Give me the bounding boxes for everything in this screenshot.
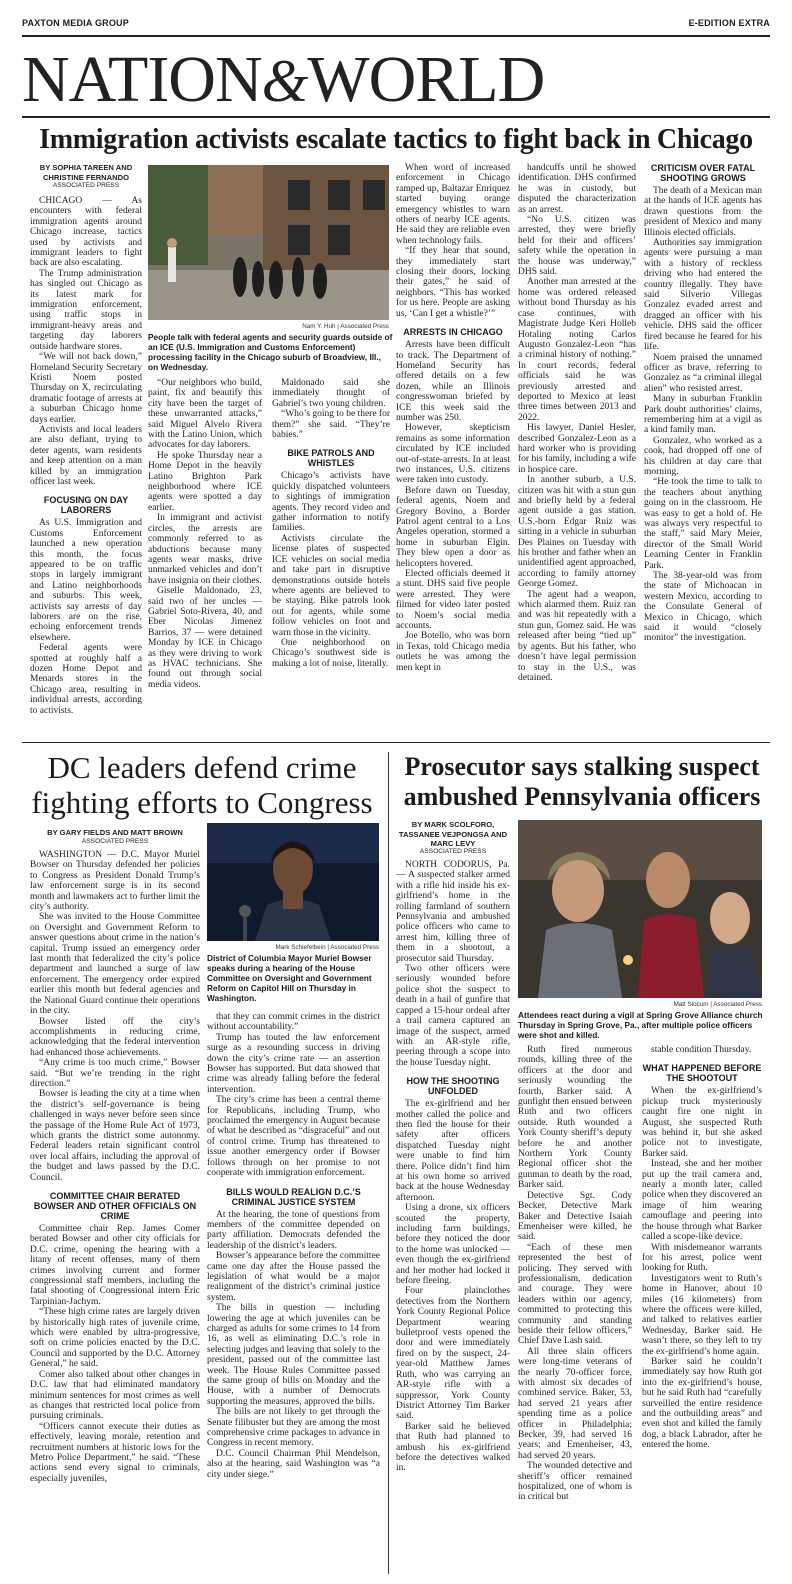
story3-byline: BY MARK SCOLFORO, TASSANEE VEJPONGSA AND MARC LEVY	[398, 820, 508, 848]
story2-agency: ASSOCIATED PRESS	[81, 838, 149, 845]
publisher-name: PAXTON MEDIA GROUP	[22, 18, 129, 28]
story1-headline: Immigration activists escalate tactics to fight back in Chicago	[39, 124, 753, 155]
story3-subhead-shooting: HOW THE SHOOTING UNFOLDED	[406, 1076, 500, 1097]
top-bar	[22, 18, 770, 32]
story1-caption: People talk with federal agents and security guards outside of an ICE (U.S. Immigration and Customs Enforcement) processing facility in the Chicago suburb of Broadview, Ill., on Wednesday.	[148, 332, 393, 372]
masthead-amp: &	[261, 48, 308, 114]
story2-col1: WASHINGTON — D.C. Mayor Muriel Bowser on Thursday defended her policies to Congress as President Donald Trump’s law enforcement surge is in its second month and lawmakers act to further limit the city’s authority. She was invited to the House Committee on Oversight and Government Reform to answer questions about crime in the nation’s capital. Trump issued an emergency order last month that federalized the city’s police department and launched a surge of law enforcement. The emergency order expired earlier this month but federal agencies and the National Guard continue their operations in the city. Bowser listed off the city’s accomplishments in reducing crime, acknowledging that the federal intervention had enhanced those achievements. “Any crime is too much crime,” Bowser said. “But we’re trending in the right direction.” Bowser is leading the city at a time when the district’s self-governance is being challenged in ways never before seen since the passage of the Home Rule Act of 1973, which grants the district some autonomy. Federal leaders retain significant control over local affairs, including the approval of the budget and laws passed by the D.C. Council. COMMITTEE CHAIR BERATED BOWSER AND OTHER OFFICIALS ON CRIME Committee chair Rep. James Comer berated Bowser and other city officials for D.C. crime, opening the hearing with a litany of recent offenses, many of them crimes involving current and former congressional staff members, including the fatal shooting of Congressional intern Eric Tarpinian-Jachym. “These high crime rates are largely driven by historically high rates of juvenile crime, which were enabled by ultra-progressive, soft on crime policies enacted by the D.C. Council and supported by the D.C. Attorney General,” he said. Comer also talked about other changes in D.C. law that had eliminated mandatory minimum sentences for most crimes as well as changes that restricted local police from pursuing criminals. “Officers cannot execute their duties as effectively, leaving morale, retention and recruitment numbers at historic lows for the Metro Police Department,” he said. “These actions send every signal to criminals, especially juveniles,	[30, 850, 200, 1484]
story3-headline: Prosecutor says stalking suspect ambushed Pennsylvania officers	[403, 752, 761, 811]
story2-col2: that they can commit crimes in the district without accountability.” Trump has touted the law enforcement surge as a resounding success in driving down the city’s crime rate — an assertion Bowser has supported. But data showed that crime was already falling before the federal intervention. The city’s crime has been a central theme for Republicans, including Trump, who proclaimed the emergency in August because of what he described as “disgraceful” and out of control crime. Trump has threatened to issue another emergency order if Bowser follows through on her promise to not cooperate with immigration enforcement. BILLS WOULD REALIGN D.C.’S CRIMINAL JUSTICE SYSTEM At the hearing, the tone of questions from members of the committee depended on party affiliation. Democrats defended the leadership of the district’s leaders. Bowser’s appearance before the committee came one day after the House passed the legislation of what would be a major realignment of the district’s criminal justice system. The bills in question — including lowering the age at which juveniles can be charged as adults for some crimes to 14 from 16, as well as eliminating D.C.’s role in selecting judges and leaving that solely to the president, passed out of the committee last week. The House Rules Committee passed the same group of bills on Monday and the House, with a number of Democrats supporting the measures, approved the bills. The bills are not likely to get through the Senate filibuster but they are among the most comprehensive crime packages to advance in Congress in recent memory. D.C. Council Chairman Phil Mendelson, also at the hearing, said Washington was “a city under siege.”	[207, 1012, 380, 1480]
edition-label: E-EDITION EXTRA	[688, 18, 770, 28]
top-rule	[22, 35, 770, 37]
story1-photo-credit: Nam Y. Huh | Associated Press	[302, 323, 389, 330]
story3-col3: stable condition Thursday. WHAT HAPPENED BEFORE THE SHOOTOUT When the ex-girlfriend’s pickup truck mysteriously caught fire one night in August, she suspected Ruth was behind it, but she asked police not to investigate, Barker said. Instead, she and her mother put up the trail camera and, nearly a month later, called police when they discovered an image of him wearing camouflage and peering into the house through what Barker called a scope-like device. With misdemeanor warrants for his arrest, police went looking for Ruth. Investigators went to Ruth’s home in Hanover, about 10 miles (16 kilometers) from where the officers were killed, and talked to relatives earlier Wednesday, Barker said. He wasn’t there, so they left to try the ex-girlfriend’s home again. Barker said he couldn’t immediately say how Ruth got into the ex-girlfriend’s house, but he said Ruth had “carefully surveilled the entire residence and the outbuilding areas” and even shot and killed the family dog, a black Labrador, after he entered the home.	[642, 1045, 762, 1451]
story3-subhead-before: WHAT HAPPENED BEFORE THE SHOOTOUT	[642, 1063, 762, 1084]
story3-caption: Attendees react during a vigil at Spring Grove Alliance church Thursday in Spring Grove, Pa., after multiple police officers were shot and killed.	[518, 1010, 763, 1040]
masthead-part1: NATION	[22, 43, 262, 116]
story1-agency: ASSOCIATED PRESS	[52, 182, 120, 189]
story2-photo	[207, 823, 379, 941]
story1-col4: When word of increased enforcement in Chicago ramped up, Baltazar Enriquez started buying orange emergency whistles to warn others of nearby ICE agents. He said they are reliable even when technology fails. “If they hear that sound, they immediately start closing their doors, locking their gates,” he said of neighbors. “This has worked for us here. People are asking us, ‘Can I get a whistle?’” ARRESTS IN CHICAGO Arrests have been difficult to track. The Department of Homeland Security has offered details on a few dozen, while an Illinois congresswoman briefed by ICE this week said the number was 250. However, skepticism remains as some information circulated by ICE included out-of-state-arrests. In at least two instances, U.S. citizens were taken into custody. Before dawn on Tuesday, federal agents, Noem and Gregory Bovino, a Border Patrol agent central to a Los Angeles operation, stormed a home in suburban Elgin. They blew open a door as helicopters hovered. Elected officials deemed it a stunt. DHS said five people were arrested. They were filmed for video later posted to Noem’s social media accounts. Joe Botello, who was born in Texas, told Chicago media outlets he was among the men kept in	[396, 163, 510, 673]
story1-photo	[148, 165, 389, 320]
story1-subhead-criticism: CRITICISM OVER FATAL SHOOTING GROWS	[650, 163, 756, 183]
masthead	[22, 44, 544, 117]
story2-headline: DC leaders defend crime fighting efforts to Congress	[31, 750, 373, 820]
story3-agency: ASSOCIATED PRESS	[419, 848, 487, 855]
story1-col1: BY SOPHIA TAREEN AND CHRISTINE FERNANDO ASSOCIATED PRESS CHICAGO — As encounters with federal immigration agents around Chicago increase, tactics used by activists and immigrant leaders to fight back are also escalating. The Trump administration has singled out Chicago as its latest mark for immigration enforcement, using traffic stops in immigrant-heavy areas and targeting day laborers outside hardware stores. “We will not back down,” Homeland Security Secretary Kristi Noem posted Thursday on X, recirculating dramatic footage of arrests at a suburban Chicago home days earlier. Activists and local leaders are also defiant, trying to deter agents, warn residents and keep attention on a man killed by an immigration officer last week. FOCUSING ON DAY LABORERS As U.S. Immigration and Customs Enforcement launched a new operation this month, the focus appeared to be on traffic stops in largely immigrant and Latino neighborhoods and suburbs. This week, activists say arrests of day laborers are on the rise, echoing enforcement trends elsewhere. Federal agents were spotted at roughly half a dozen Home Depot and Menards stores in the Chicago area, resulting in individual arrests, according to activists.	[30, 163, 142, 716]
story3-photo-credit: Matt Slocum | Associated Press	[673, 1001, 762, 1008]
story2-subhead-bills: BILLS WOULD REALIGN D.C.’S CRIMINAL JUSTICE SYSTEM	[226, 1186, 361, 1207]
story3-col1: NORTH CODORUS, Pa. — A suspected stalker armed with a rifle hid inside his ex-girlfriend’s home in the rolling farmland of southern Pennsylvania and ambushed police officers who came to arrest him, killing three of them in a shootout, a prosecutor said Thursday. Two other officers were seriously wounded before police shot the suspect to death in a hail of gunfire that capped a 15-hour ordeal after a trail camera captured an image of the suspect, armed with an AR-style rifle, peering through a scope into the house Tuesday night. HOW THE SHOOTING UNFOLDED The ex-girlfriend and her mother called the police and then fled the house for their safety after officers dispatched Tuesday night were unable to find him there. Police didn’t find him at his own home so arrived back at the house Wednesday afternoon. Using a drone, six officers scouted the property, including farm buildings, before they noticed the door to the home was unlocked — even though the ex-girlfriend and her mother had locked it before fleeing. Four plainclothes detectives from the Northern York County Regional Police Department wearing bulletproof vests opened the door and were immediately fired on by the suspect, 24-year-old Matthew James Ruth, who was carrying an AR-style rifle with a suppressor, York County District Attorney Tim Barker said. Barker said he believed that Ruth had planned to ambush his ex-girlfriend before the detectives walked in.	[396, 860, 510, 1474]
story1-col6: CRITICISM OVER FATAL SHOOTING GROWS The death of a Mexican man at the hands of ICE agents has drawn questions from the president of Mexico and many Illinois elected officials. Authorities say immigration agents were pursuing a man with a history of reckless driving who had entered the country illegally. They have said Silverio Villegas Gonzalez evaded arrest and dragged an officer with his vehicle. DHS said the officer fired because he feared for his life. Noem praised the unnamed officer as brave, referring to Gonzalez as “a criminal illegal alien” who resisted arrest. Many in suburban Franklin Park doubt authorities’ claims, remembering him at a vigil as a kind family man. Gonzalez, who worked as a cook, had dropped off one of his children at day care that morning. “He took the time to talk to the teachers about anything going on in the classroom. He was easy to get a hold of. He was always very respectful to the staff,” said Mary Meier, director of the Small World Learning Center in Franklin Park. The 38-year-old was from the state of Michoacan in western Mexico, according to the Consulate General of Mexico in Chicago, which said it would “closely monitor” the investigation.	[644, 163, 762, 644]
story1-col3: Maldonado said she immediately thought of Gabriel’s two young children. “Who’s going to be there for them?” she said. “They’re babies.” BIKE PATROLS AND WHISTLES Chicago’s activists have quickly dispatched volunteers to sightings of immigration agents. They record video and gather information to notify families. Activists circulate the license plates of suspected ICE vehicles on social media and take part in disruptive demonstrations outside hotels where agents are believed to be staying. Bike patrols look out for agents, while some follow vehicles on foot and warn those in the vicinity. One neighborhood on Chicago’s southwest side is making a lot of noise, literally.	[272, 378, 390, 669]
masthead-part2: WORLD	[307, 43, 545, 116]
story3-col2: Ruth fired numerous rounds, killing three of the officers at the door and seriously wounding the fourth, Barker said. A gunfight then ensued between Ruth and two officers outside. Ruth wounded a York County sheriff’s deputy before he and another Northern York County Regional officer shot the gunman to death by the road, Barker said. Detective Sgt. Cody Becker, Detective Mark Baker and Detective Isaiah Emenheiser were killed, he said. “Each of these men represented the best of policing. They served with professionalism, dedication and courage. They were leaders within our agency, committed to protecting this community and standing beside their fellow officers,” Chief Dave Lash said. All three slain officers were long-time veterans of the nearly 70-officer force, with almost six decades of combined service. Baker, 53, had served 21 years after spending time as a police officer in Philadelphia; Becker, 39, had served 16 years; and Emenheiser, 43, had served 20 years. The wounded detective and sheriff’s officer remained hospitalized, one of whom is in critical but	[518, 1045, 632, 1503]
story3-photo	[518, 820, 762, 998]
story2-photo-credit: Mark Schiefelbein | Associated Press	[275, 944, 379, 951]
section-rule	[22, 742, 770, 743]
story1-subhead-bike-patrols: BIKE PATROLS AND WHISTLES	[287, 448, 375, 469]
story1-byline: BY SOPHIA TAREEN AND CHRISTINE FERNANDO	[39, 163, 133, 182]
masthead-rule	[22, 116, 770, 118]
story-divider	[388, 752, 389, 1574]
story1-col5: handcuffs until he showed identification. DHS confirmed he was in custody, but disputed the characterization as an arrest. “No U.S. citizen was arrested, they were briefly held for their and officers’ safety while the operation in the house was underway,” DHS said. Another man arrested at the home was ordered released without bond Thursday as his case continues, with Magistrate Judge Keri Holleb Hotaling noting Carlos Augusto Gonzalez-Leon “has a criminal history of nothing.” In court records, federal officials said he was previously arrested and deported to Mexico at least three times between 2013 and 2022. His lawyer, Daniel Hesler, described Gonzalez-Leon as a hard worker who is providing for his family, including a wife in hospice care. In another suburb, a U.S. citizen was hit with a stun gun and briefly held by a federal agent outside a gas station. U.S.-born Edgar Ruiz was sitting in a vehicle in suburban Des Plaines on Tuesday with his brother and father when an unidentified agent approached, according to family attorney George Gomez. The agent had a weapon, which alarmed them. Ruiz ran and was hit repeatedly with a stun gun, Gomez said. He was released after being “tied up” by agents. But his father, who doesn’t have legal permission to stay in the U.S., was detained.	[518, 163, 636, 683]
story2-caption: District of Columbia Mayor Muriel Bowser speaks during a hearing of the House Committee on Oversight and Government Reform on Capitol Hill on Thursday in Washington.	[207, 953, 372, 1003]
story1-col2: “Our neighbors who build, paint, fix and beautify this city have been the target of these unwarranted attacks,” said Miguel Alvelo Rivera with the Latino Union, which advocates for day laborers. He spoke Thursday near a Home Depot in the heavily Latino Brighton Park neighborhood where ICE agents were spotted a day earlier. In immigrant and activist circles, the arrests are commonly referred to as abductions because many agents wear masks, drive unmarked vehicles and don’t have insignia on their clothes. Giselle Maldonado, 23, said two of her uncles — Gabriel Soto-Rivera, 40, and Eber Nicolas Jimenez Barrios, 37 — were detained Monday by ICE in Chicago as they were driving to work as HVAC technicians. She found out through social media videos.	[148, 378, 262, 690]
story2-byline: BY GARY FIELDS AND MATT BROWN	[47, 828, 183, 837]
story1-subhead-day-laborers: FOCUSING ON DAY LABORERS	[43, 495, 129, 516]
story1-subhead-arrests: ARRESTS IN CHICAGO	[403, 327, 503, 338]
story2-subhead-committee: COMMITTEE CHAIR BERATED BOWSER AND OTHER OFFICIALS ON CRIME	[33, 1191, 197, 1221]
